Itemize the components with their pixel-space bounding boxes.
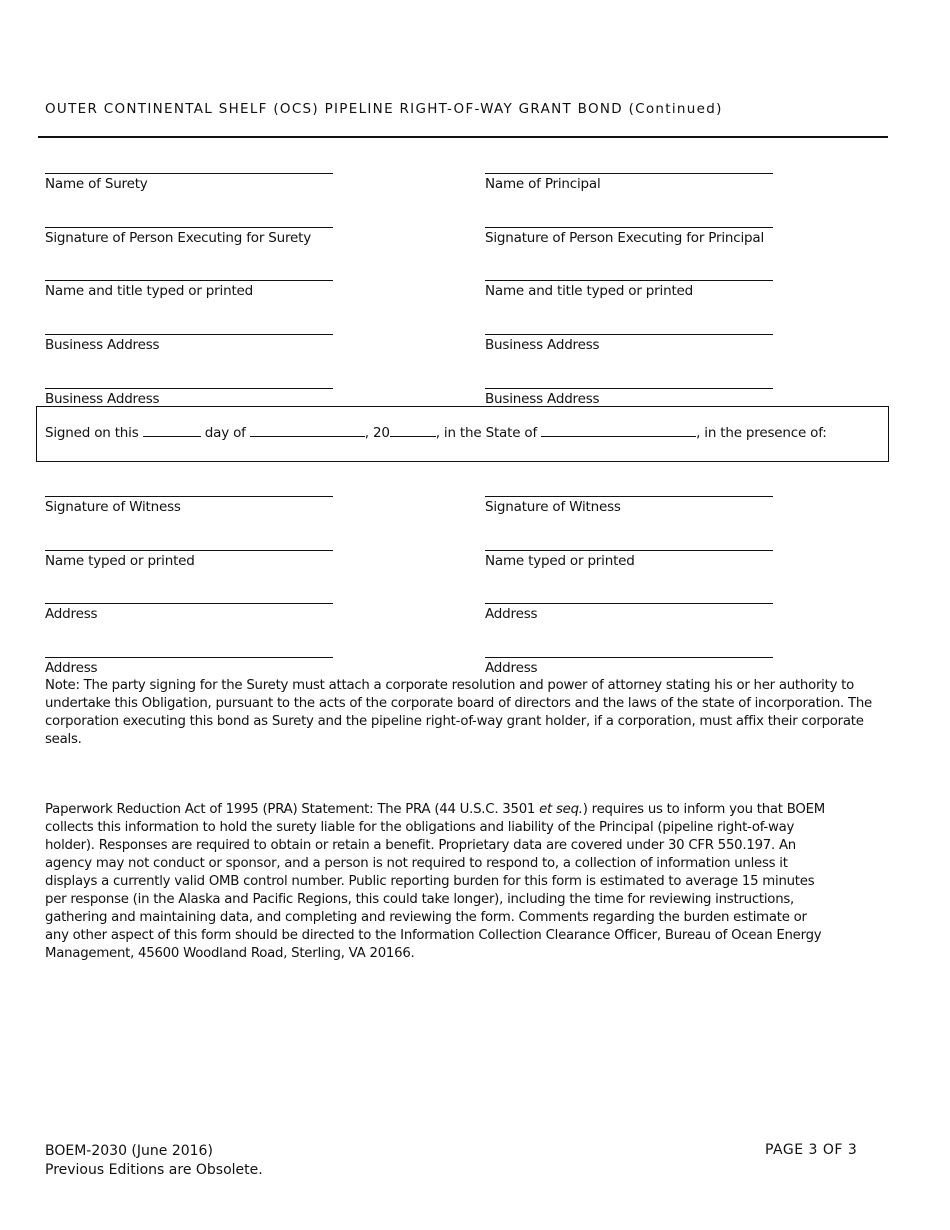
witness-right-name-field[interactable] <box>485 550 773 569</box>
surety-name-title-field[interactable] <box>45 280 333 299</box>
field-label: Address <box>45 606 98 622</box>
principal-address-field-2[interactable] <box>485 388 773 407</box>
signed-prefix: Signed on this <box>45 425 139 441</box>
witness-right-address-field-1[interactable] <box>485 603 773 622</box>
field-label: Business Address <box>485 391 600 407</box>
obsolete-notice: Previous Editions are Obsolete. <box>45 1162 263 1178</box>
month-blank[interactable] <box>250 424 365 437</box>
pra-text-italic: et seq. <box>539 802 583 817</box>
signed-on-box <box>36 406 889 462</box>
footer-form-info <box>45 1142 263 1180</box>
field-label: Signature of Witness <box>485 499 621 515</box>
witness-left-signature-field[interactable] <box>45 496 333 515</box>
state-blank[interactable] <box>541 424 696 437</box>
field-label: Business Address <box>45 337 160 353</box>
pra-text-before: Paperwork Reduction Act of 1995 (PRA) Statement: The PRA (44 U.S.C. 3501 <box>45 802 540 817</box>
field-label: Name typed or printed <box>45 553 195 569</box>
witness-right-address-field-2[interactable] <box>485 657 773 676</box>
form-id: BOEM-2030 (June 2016) <box>45 1143 213 1159</box>
field-label: Business Address <box>485 337 600 353</box>
principal-name-title-field[interactable] <box>485 280 773 299</box>
signed-on-row <box>45 424 827 441</box>
field-label: Name of Principal <box>485 176 601 192</box>
witness-left-address-field-2[interactable] <box>45 657 333 676</box>
page-number: PAGE 3 OF 3 <box>765 1142 858 1158</box>
year-blank[interactable] <box>390 424 436 437</box>
field-label: Signature of Witness <box>45 499 181 515</box>
state-label: , in the State of <box>435 425 538 441</box>
field-label: Signature of Person Executing for Principal <box>485 230 765 246</box>
day-of-label: day of <box>204 425 246 441</box>
field-label: Signature of Person Executing for Surety <box>45 230 312 246</box>
presence-label: , in the presence of: <box>696 425 827 441</box>
pra-text-after: ) requires us to inform you that BOEM collects this information to hold the surety liable for the obligations and liability of the Principal (pipeline right-of-way holder). Responses are required to obtain or retain a benefit. Proprietary data are covered under 30 CFR 550.197. An agency may not conduct or sponsor, and a person is not required to respond to, a collection of information unless it displays a currently valid OMB control number. Public reporting burden for this form is estimated to average 15 minutes per response (in the Alaska and Pacific Regions, this could take longer), including the time for reviewing instructions, gathering and maintaining data, and completing and reviewing the form. Comments regarding the burden estimate or any other aspect of this form should be directed to the Information Collection Clearance Officer, Bureau of Ocean Energy Management, 45600 Woodland Road, Sterling, VA 20166. <box>45 802 825 961</box>
witness-left-name-field[interactable] <box>45 550 333 569</box>
form-title: OUTER CONTINENTAL SHELF (OCS) PIPELINE RIGHT-OF-WAY GRANT BOND (Continued) <box>45 101 723 117</box>
surety-note: Note: The party signing for the Surety must attach a corporate resolution and power of attorney stating his or her authority to undertake this Obligation, pursuant to the acts of the corporate board of directors and the laws of the state of incorporation. The corporation executing this bond as Surety and the pipeline right-of-way grant holder, if a corporation, must affix their corporate seals. <box>45 678 872 747</box>
surety-address-field-2[interactable] <box>45 388 333 407</box>
title-divider <box>38 136 888 138</box>
principal-address-field-1[interactable] <box>485 334 773 353</box>
field-label: Address <box>485 660 538 676</box>
pra-statement <box>45 801 825 963</box>
field-label: Name and title typed or printed <box>45 283 254 299</box>
surety-signature-field[interactable] <box>45 227 333 246</box>
witness-left-address-field-1[interactable] <box>45 603 333 622</box>
field-label: Name of Surety <box>45 176 148 192</box>
principal-name-field[interactable] <box>485 173 773 192</box>
field-label: Name typed or printed <box>485 553 635 569</box>
field-label: Business Address <box>45 391 160 407</box>
surety-name-field[interactable] <box>45 173 333 192</box>
field-label: Address <box>45 660 98 676</box>
day-blank[interactable] <box>143 424 201 437</box>
principal-signature-field[interactable] <box>485 227 773 246</box>
field-label: Name and title typed or printed <box>485 283 694 299</box>
surety-address-field-1[interactable] <box>45 334 333 353</box>
field-label: Address <box>485 606 538 622</box>
year-prefix: , 20 <box>364 425 390 441</box>
witness-right-signature-field[interactable] <box>485 496 773 515</box>
